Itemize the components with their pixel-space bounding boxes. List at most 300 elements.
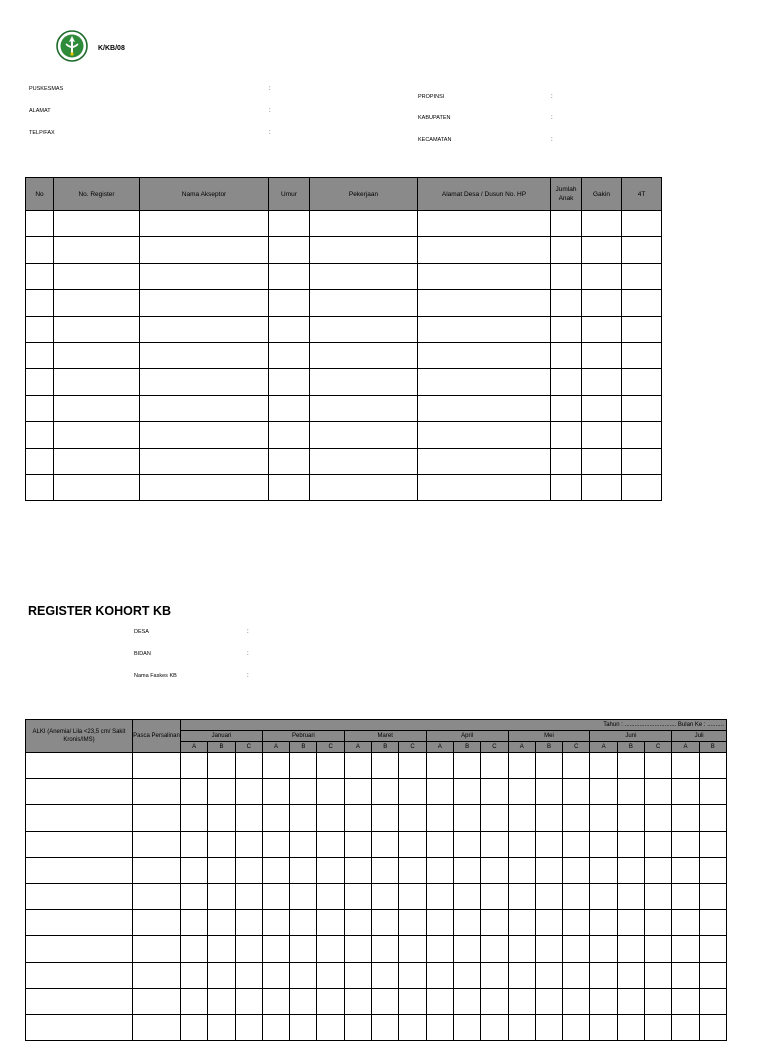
table-cell[interactable]	[699, 962, 726, 988]
table-cell[interactable]	[235, 805, 262, 831]
table-cell[interactable]	[208, 857, 235, 883]
table-cell[interactable]	[54, 395, 140, 421]
table-cell[interactable]	[372, 962, 399, 988]
table-cell[interactable]	[208, 1014, 235, 1040]
table-cell[interactable]	[344, 988, 371, 1014]
table-cell[interactable]	[551, 342, 582, 368]
table-cell[interactable]	[699, 831, 726, 857]
table-cell[interactable]	[563, 1014, 590, 1040]
table-cell[interactable]	[672, 1014, 699, 1040]
table-cell[interactable]	[133, 779, 181, 805]
table-cell[interactable]	[672, 962, 699, 988]
table-cell[interactable]	[617, 936, 644, 962]
table-cell[interactable]	[622, 474, 662, 500]
table-cell[interactable]	[590, 962, 617, 988]
table-cell[interactable]	[317, 1014, 344, 1040]
table-cell[interactable]	[269, 263, 310, 289]
table-cell[interactable]	[672, 988, 699, 1014]
table-cell[interactable]	[181, 883, 208, 909]
table-cell[interactable]	[426, 1014, 453, 1040]
table-cell[interactable]	[699, 910, 726, 936]
table-cell[interactable]	[645, 936, 672, 962]
table-cell[interactable]	[133, 805, 181, 831]
table-cell[interactable]	[26, 883, 133, 909]
table-cell[interactable]	[418, 316, 551, 342]
table-cell[interactable]	[310, 211, 418, 237]
table-cell[interactable]	[290, 1014, 317, 1040]
table-cell[interactable]	[617, 910, 644, 936]
table-cell[interactable]	[699, 1014, 726, 1040]
table-cell[interactable]	[235, 883, 262, 909]
table-cell[interactable]	[235, 753, 262, 779]
table-cell[interactable]	[426, 988, 453, 1014]
table-cell[interactable]	[372, 936, 399, 962]
table-cell[interactable]	[535, 910, 562, 936]
table-cell[interactable]	[563, 831, 590, 857]
table-cell[interactable]	[426, 936, 453, 962]
table-cell[interactable]	[26, 395, 54, 421]
table-cell[interactable]	[372, 857, 399, 883]
table-cell[interactable]	[317, 962, 344, 988]
table-cell[interactable]	[54, 211, 140, 237]
table-cell[interactable]	[262, 857, 289, 883]
table-cell[interactable]	[399, 753, 426, 779]
table-cell[interactable]	[551, 290, 582, 316]
table-cell[interactable]	[622, 237, 662, 263]
table-cell[interactable]	[208, 883, 235, 909]
table-cell[interactable]	[54, 237, 140, 263]
table-cell[interactable]	[582, 211, 622, 237]
table-cell[interactable]	[372, 883, 399, 909]
table-cell[interactable]	[310, 395, 418, 421]
table-cell[interactable]	[426, 910, 453, 936]
table-cell[interactable]	[582, 395, 622, 421]
table-cell[interactable]	[481, 1014, 508, 1040]
table-cell[interactable]	[672, 805, 699, 831]
table-cell[interactable]	[235, 988, 262, 1014]
table-cell[interactable]	[426, 831, 453, 857]
table-cell[interactable]	[399, 857, 426, 883]
table-cell[interactable]	[290, 831, 317, 857]
table-cell[interactable]	[622, 263, 662, 289]
table-cell[interactable]	[508, 936, 535, 962]
table-cell[interactable]	[426, 962, 453, 988]
table-cell[interactable]	[453, 753, 480, 779]
table-cell[interactable]	[453, 936, 480, 962]
table-cell[interactable]	[582, 448, 622, 474]
table-cell[interactable]	[645, 779, 672, 805]
table-cell[interactable]	[26, 857, 133, 883]
table-cell[interactable]	[54, 342, 140, 368]
table-cell[interactable]	[133, 936, 181, 962]
table-cell[interactable]	[508, 753, 535, 779]
table-cell[interactable]	[54, 290, 140, 316]
table-cell[interactable]	[453, 857, 480, 883]
table-cell[interactable]	[418, 369, 551, 395]
table-cell[interactable]	[54, 422, 140, 448]
table-cell[interactable]	[372, 805, 399, 831]
table-cell[interactable]	[372, 779, 399, 805]
table-cell[interactable]	[508, 831, 535, 857]
table-cell[interactable]	[344, 805, 371, 831]
table-cell[interactable]	[508, 883, 535, 909]
table-cell[interactable]	[453, 779, 480, 805]
table-cell[interactable]	[617, 883, 644, 909]
table-cell[interactable]	[481, 831, 508, 857]
table-cell[interactable]	[133, 1014, 181, 1040]
table-cell[interactable]	[310, 237, 418, 263]
table-cell[interactable]	[181, 779, 208, 805]
table-cell[interactable]	[582, 474, 622, 500]
table-cell[interactable]	[235, 831, 262, 857]
table-cell[interactable]	[26, 369, 54, 395]
table-cell[interactable]	[140, 263, 269, 289]
table-cell[interactable]	[617, 779, 644, 805]
table-cell[interactable]	[140, 369, 269, 395]
table-cell[interactable]	[453, 1014, 480, 1040]
table-cell[interactable]	[672, 936, 699, 962]
table-cell[interactable]	[310, 422, 418, 448]
table-cell[interactable]	[582, 422, 622, 448]
table-cell[interactable]	[590, 779, 617, 805]
table-cell[interactable]	[317, 857, 344, 883]
table-cell[interactable]	[590, 857, 617, 883]
table-cell[interactable]	[310, 290, 418, 316]
table-cell[interactable]	[310, 342, 418, 368]
table-cell[interactable]	[26, 422, 54, 448]
table-cell[interactable]	[622, 395, 662, 421]
table-cell[interactable]	[551, 369, 582, 395]
table-cell[interactable]	[453, 910, 480, 936]
table-cell[interactable]	[551, 422, 582, 448]
table-cell[interactable]	[426, 779, 453, 805]
table-cell[interactable]	[290, 936, 317, 962]
table-cell[interactable]	[344, 936, 371, 962]
table-cell[interactable]	[317, 910, 344, 936]
table-cell[interactable]	[235, 936, 262, 962]
table-cell[interactable]	[481, 988, 508, 1014]
table-cell[interactable]	[269, 395, 310, 421]
table-cell[interactable]	[310, 263, 418, 289]
table-cell[interactable]	[269, 290, 310, 316]
table-cell[interactable]	[262, 883, 289, 909]
table-cell[interactable]	[508, 779, 535, 805]
table-cell[interactable]	[481, 910, 508, 936]
table-cell[interactable]	[26, 448, 54, 474]
table-cell[interactable]	[26, 474, 54, 500]
table-cell[interactable]	[181, 962, 208, 988]
table-cell[interactable]	[399, 962, 426, 988]
table-cell[interactable]	[622, 290, 662, 316]
table-cell[interactable]	[426, 883, 453, 909]
table-cell[interactable]	[699, 936, 726, 962]
table-cell[interactable]	[617, 988, 644, 1014]
table-cell[interactable]	[54, 448, 140, 474]
table-cell[interactable]	[290, 753, 317, 779]
table-cell[interactable]	[508, 988, 535, 1014]
table-cell[interactable]	[26, 962, 133, 988]
table-cell[interactable]	[344, 857, 371, 883]
table-cell[interactable]	[133, 857, 181, 883]
table-cell[interactable]	[372, 1014, 399, 1040]
table-cell[interactable]	[344, 779, 371, 805]
table-cell[interactable]	[563, 857, 590, 883]
table-cell[interactable]	[262, 936, 289, 962]
table-cell[interactable]	[590, 753, 617, 779]
table-cell[interactable]	[481, 753, 508, 779]
table-cell[interactable]	[372, 988, 399, 1014]
table-cell[interactable]	[535, 988, 562, 1014]
table-cell[interactable]	[269, 211, 310, 237]
table-cell[interactable]	[418, 342, 551, 368]
table-cell[interactable]	[372, 753, 399, 779]
table-cell[interactable]	[418, 290, 551, 316]
table-cell[interactable]	[508, 1014, 535, 1040]
table-cell[interactable]	[26, 779, 133, 805]
table-cell[interactable]	[26, 1014, 133, 1040]
table-cell[interactable]	[54, 474, 140, 500]
table-cell[interactable]	[262, 1014, 289, 1040]
table-cell[interactable]	[310, 316, 418, 342]
table-cell[interactable]	[269, 474, 310, 500]
table-cell[interactable]	[590, 988, 617, 1014]
table-cell[interactable]	[535, 753, 562, 779]
table-cell[interactable]	[563, 779, 590, 805]
table-cell[interactable]	[269, 316, 310, 342]
table-cell[interactable]	[269, 422, 310, 448]
table-cell[interactable]	[563, 910, 590, 936]
table-cell[interactable]	[551, 448, 582, 474]
table-cell[interactable]	[481, 805, 508, 831]
table-cell[interactable]	[535, 779, 562, 805]
table-cell[interactable]	[622, 211, 662, 237]
table-cell[interactable]	[453, 962, 480, 988]
table-cell[interactable]	[508, 857, 535, 883]
table-cell[interactable]	[672, 910, 699, 936]
table-cell[interactable]	[133, 988, 181, 1014]
table-cell[interactable]	[645, 1014, 672, 1040]
table-cell[interactable]	[399, 883, 426, 909]
table-cell[interactable]	[208, 805, 235, 831]
table-cell[interactable]	[262, 910, 289, 936]
table-cell[interactable]	[269, 369, 310, 395]
table-cell[interactable]	[140, 211, 269, 237]
table-cell[interactable]	[508, 962, 535, 988]
table-cell[interactable]	[453, 805, 480, 831]
table-cell[interactable]	[269, 448, 310, 474]
table-cell[interactable]	[582, 290, 622, 316]
table-cell[interactable]	[181, 936, 208, 962]
table-cell[interactable]	[672, 883, 699, 909]
table-cell[interactable]	[181, 805, 208, 831]
table-cell[interactable]	[617, 1014, 644, 1040]
table-cell[interactable]	[208, 753, 235, 779]
table-cell[interactable]	[622, 369, 662, 395]
table-cell[interactable]	[418, 263, 551, 289]
table-cell[interactable]	[563, 936, 590, 962]
table-cell[interactable]	[140, 448, 269, 474]
table-cell[interactable]	[481, 962, 508, 988]
table-cell[interactable]	[535, 857, 562, 883]
table-cell[interactable]	[26, 290, 54, 316]
table-cell[interactable]	[344, 831, 371, 857]
table-cell[interactable]	[140, 237, 269, 263]
table-cell[interactable]	[317, 805, 344, 831]
table-cell[interactable]	[672, 779, 699, 805]
table-cell[interactable]	[535, 936, 562, 962]
table-cell[interactable]	[290, 779, 317, 805]
table-cell[interactable]	[133, 831, 181, 857]
table-cell[interactable]	[551, 211, 582, 237]
table-cell[interactable]	[26, 936, 133, 962]
table-cell[interactable]	[317, 831, 344, 857]
table-cell[interactable]	[418, 395, 551, 421]
table-cell[interactable]	[208, 962, 235, 988]
table-cell[interactable]	[290, 805, 317, 831]
table-cell[interactable]	[235, 910, 262, 936]
table-cell[interactable]	[140, 342, 269, 368]
table-cell[interactable]	[535, 831, 562, 857]
table-cell[interactable]	[617, 831, 644, 857]
table-cell[interactable]	[133, 962, 181, 988]
table-cell[interactable]	[54, 369, 140, 395]
table-cell[interactable]	[590, 910, 617, 936]
table-cell[interactable]	[181, 831, 208, 857]
table-cell[interactable]	[181, 988, 208, 1014]
table-cell[interactable]	[426, 753, 453, 779]
table-cell[interactable]	[26, 342, 54, 368]
table-cell[interactable]	[208, 910, 235, 936]
table-cell[interactable]	[399, 988, 426, 1014]
table-cell[interactable]	[508, 910, 535, 936]
table-cell[interactable]	[262, 988, 289, 1014]
table-cell[interactable]	[262, 962, 289, 988]
table-cell[interactable]	[26, 988, 133, 1014]
table-cell[interactable]	[26, 805, 133, 831]
table-cell[interactable]	[26, 831, 133, 857]
table-cell[interactable]	[140, 395, 269, 421]
table-cell[interactable]	[563, 988, 590, 1014]
table-cell[interactable]	[235, 962, 262, 988]
table-cell[interactable]	[310, 369, 418, 395]
table-cell[interactable]	[140, 316, 269, 342]
table-cell[interactable]	[645, 910, 672, 936]
table-cell[interactable]	[344, 1014, 371, 1040]
table-cell[interactable]	[563, 883, 590, 909]
table-cell[interactable]	[317, 883, 344, 909]
table-cell[interactable]	[26, 910, 133, 936]
table-cell[interactable]	[582, 263, 622, 289]
table-cell[interactable]	[453, 831, 480, 857]
table-cell[interactable]	[672, 857, 699, 883]
table-cell[interactable]	[208, 936, 235, 962]
table-cell[interactable]	[372, 831, 399, 857]
table-cell[interactable]	[269, 237, 310, 263]
table-cell[interactable]	[590, 805, 617, 831]
table-cell[interactable]	[617, 753, 644, 779]
table-cell[interactable]	[399, 779, 426, 805]
table-cell[interactable]	[399, 831, 426, 857]
table-cell[interactable]	[699, 805, 726, 831]
table-cell[interactable]	[699, 883, 726, 909]
table-cell[interactable]	[426, 805, 453, 831]
table-cell[interactable]	[590, 831, 617, 857]
table-cell[interactable]	[290, 962, 317, 988]
table-cell[interactable]	[235, 1014, 262, 1040]
table-cell[interactable]	[181, 753, 208, 779]
table-cell[interactable]	[399, 1014, 426, 1040]
table-cell[interactable]	[481, 883, 508, 909]
table-cell[interactable]	[418, 422, 551, 448]
table-cell[interactable]	[535, 883, 562, 909]
table-cell[interactable]	[672, 831, 699, 857]
table-cell[interactable]	[551, 237, 582, 263]
table-cell[interactable]	[262, 779, 289, 805]
table-cell[interactable]	[317, 753, 344, 779]
table-cell[interactable]	[235, 857, 262, 883]
table-cell[interactable]	[418, 237, 551, 263]
table-cell[interactable]	[551, 474, 582, 500]
table-cell[interactable]	[699, 857, 726, 883]
table-cell[interactable]	[317, 988, 344, 1014]
table-cell[interactable]	[26, 263, 54, 289]
table-cell[interactable]	[344, 910, 371, 936]
table-cell[interactable]	[582, 369, 622, 395]
table-cell[interactable]	[645, 857, 672, 883]
table-cell[interactable]	[645, 831, 672, 857]
table-cell[interactable]	[26, 237, 54, 263]
table-cell[interactable]	[617, 857, 644, 883]
table-cell[interactable]	[699, 988, 726, 1014]
table-cell[interactable]	[582, 237, 622, 263]
table-cell[interactable]	[235, 779, 262, 805]
table-cell[interactable]	[481, 857, 508, 883]
table-cell[interactable]	[140, 474, 269, 500]
table-cell[interactable]	[290, 988, 317, 1014]
table-cell[interactable]	[418, 474, 551, 500]
table-cell[interactable]	[617, 805, 644, 831]
table-cell[interactable]	[622, 342, 662, 368]
table-cell[interactable]	[426, 857, 453, 883]
table-cell[interactable]	[181, 1014, 208, 1040]
table-cell[interactable]	[590, 936, 617, 962]
table-cell[interactable]	[310, 448, 418, 474]
table-cell[interactable]	[140, 422, 269, 448]
table-cell[interactable]	[622, 422, 662, 448]
table-cell[interactable]	[344, 883, 371, 909]
table-cell[interactable]	[133, 910, 181, 936]
table-cell[interactable]	[26, 211, 54, 237]
table-cell[interactable]	[399, 910, 426, 936]
table-cell[interactable]	[26, 316, 54, 342]
table-cell[interactable]	[418, 211, 551, 237]
table-cell[interactable]	[645, 883, 672, 909]
table-cell[interactable]	[645, 753, 672, 779]
table-cell[interactable]	[481, 936, 508, 962]
table-cell[interactable]	[622, 316, 662, 342]
table-cell[interactable]	[645, 988, 672, 1014]
table-cell[interactable]	[563, 753, 590, 779]
table-cell[interactable]	[563, 962, 590, 988]
table-cell[interactable]	[453, 883, 480, 909]
table-cell[interactable]	[582, 342, 622, 368]
table-cell[interactable]	[133, 883, 181, 909]
table-cell[interactable]	[582, 316, 622, 342]
table-cell[interactable]	[622, 448, 662, 474]
table-cell[interactable]	[535, 962, 562, 988]
table-cell[interactable]	[399, 805, 426, 831]
table-cell[interactable]	[617, 962, 644, 988]
